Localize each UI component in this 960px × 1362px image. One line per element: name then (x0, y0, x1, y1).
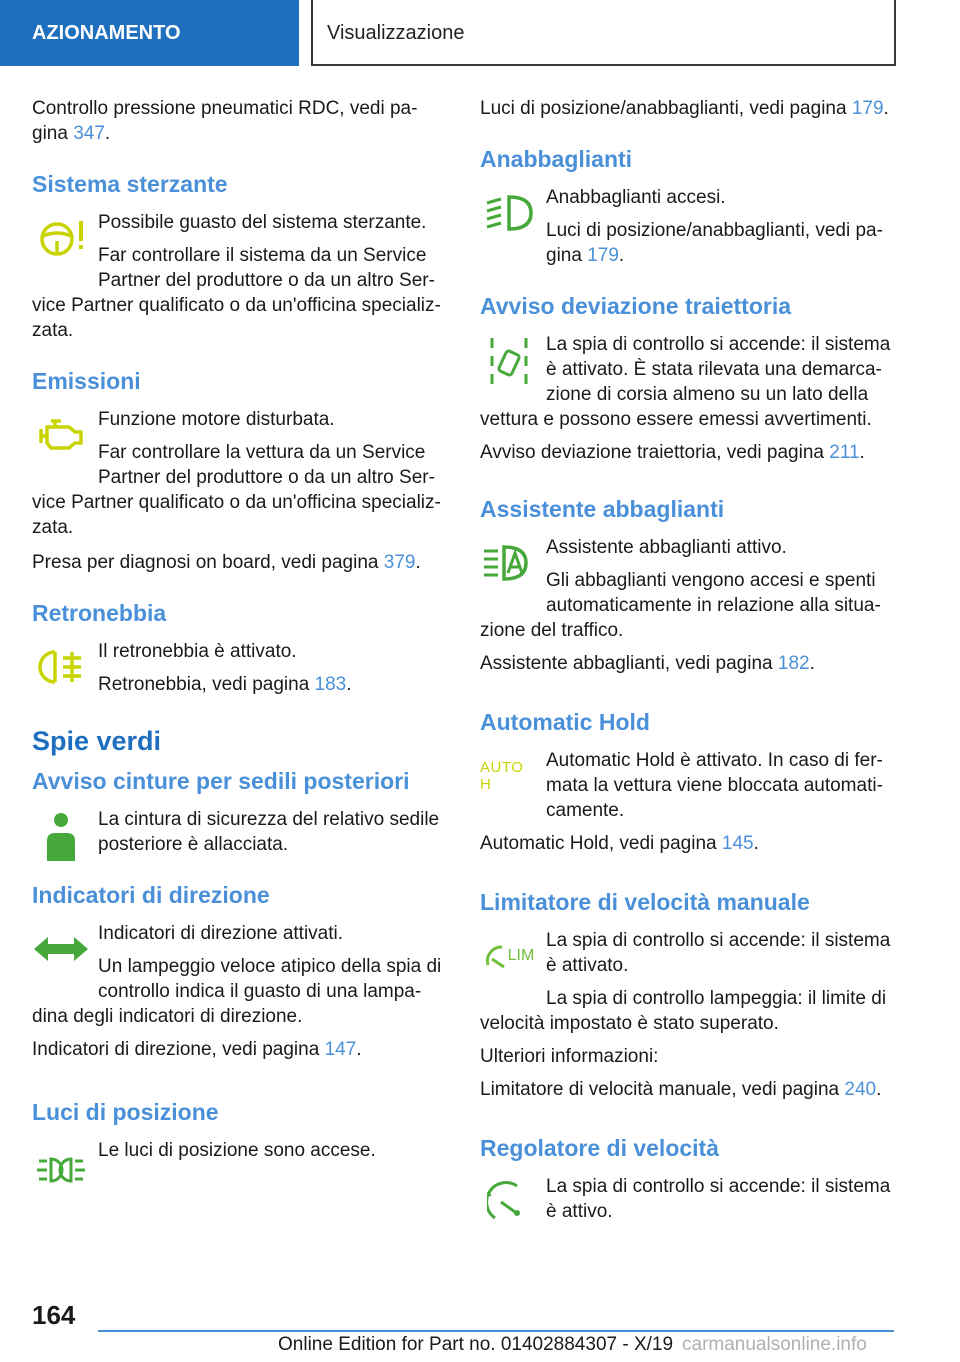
entry-cinture (32, 807, 444, 857)
right-column (480, 96, 892, 1232)
footer-divider (98, 1330, 894, 1332)
entry-emissioni (32, 407, 444, 540)
paragraph: Far controllare il sistema da un Service Partner del produttore o da un altro Ser- (98, 245, 435, 291)
section-heading: Avviso cinture per sedili posteriori (32, 768, 410, 794)
paragraph: Limitatore di velocità manuale, vedi pagina 240. (480, 1079, 882, 1100)
paragraph: Le luci di posizione sono accese. (98, 1140, 376, 1161)
steering-warning-icon (32, 216, 90, 260)
paragraph: Assistente abbaglianti, vedi pagina 182. (480, 653, 815, 674)
entry-posizione (32, 1138, 444, 1163)
paragraph: Far controllare la vettura da un Service Partner del produttore o da un altro Ser- (98, 442, 435, 488)
text: Assistente abbaglianti, vedi pagina (480, 653, 778, 674)
entry-assistente (480, 535, 892, 643)
speed-limiter-icon (480, 934, 538, 978)
paragraph: Indicatori di direzione attivati. (98, 923, 344, 944)
paragraph: Presa per diagnosi on board, vedi pagina 379. (32, 552, 421, 573)
entry-sterzante (32, 210, 444, 343)
text: Automatic Hold, vedi pagina (480, 833, 722, 854)
paragraph: Retronebbia, vedi pagina 183. (98, 674, 352, 695)
entry-direzione (32, 921, 444, 1029)
section-heading: Automatic Hold (480, 709, 650, 735)
entry-limitatore (480, 928, 892, 1036)
section-heading: Emissioni (32, 368, 141, 394)
paragraph: Ulteriori informazioni: (480, 1046, 659, 1067)
paragraph: Funzione motore disturbata. (98, 409, 335, 430)
page-link[interactable]: 240 (844, 1079, 877, 1100)
entry-traiettoria (480, 332, 892, 432)
engine-icon (32, 413, 90, 457)
paragraph: vice Partner qualificato o da un'officina specializ-zata. (32, 295, 441, 341)
cruise-control-icon (480, 1180, 538, 1224)
paragraph: Avviso deviazione traiettoria, vedi pagina 211. (480, 442, 865, 463)
high-beam-assistant-icon (480, 541, 538, 585)
page-link[interactable]: 183 (314, 674, 347, 695)
paragraph: La spia di controllo si accende: il sistema è attivato. (546, 930, 891, 976)
entry-retronebbia (32, 639, 444, 697)
page-link[interactable]: 147 (324, 1039, 357, 1060)
turn-signal-icon (32, 927, 90, 971)
paragraph: zione del traffico. (480, 620, 624, 641)
seatbelt-passenger-icon (32, 811, 90, 863)
rear-fog-light-icon (32, 645, 90, 689)
paragraph: Un lampeggio veloce atipico della spia di controllo indica il guasto di una lampa- (98, 956, 442, 1002)
text: Controllo pressione pneumatici RDC, vedi pa-gina (32, 98, 418, 144)
main-heading: Spie verdi (32, 726, 162, 756)
text: Indicatori di direzione, vedi pagina (32, 1039, 325, 1060)
paragraph: Anabbaglianti accesi. (546, 187, 726, 208)
section-heading: Assistente abbaglianti (480, 496, 725, 522)
entry-anabbaglianti (480, 185, 892, 268)
section-heading: Anabbaglianti (480, 146, 633, 172)
paragraph: Luci di posizione/anabbaglianti, vedi pa-gina 179. (546, 220, 883, 266)
paragraph: Automatic Hold è attivato. In caso di fer-mata la vettura viene bloccata automati-camente. (546, 750, 883, 821)
text: Presa per diagnosi on board, vedi pagina (32, 552, 384, 573)
paragraph: La cintura di sicurezza del relativo sedile posteriore è allacciata. (98, 809, 440, 855)
section-heading: Regolatore di velocità (480, 1135, 720, 1161)
page-link[interactable]: 211 (829, 442, 860, 463)
page-link[interactable]: 145 (721, 833, 754, 854)
paragraph: La spia di controllo si accende: il sistema è attivato. È stata rilevata una demarca-zione di corsia almeno su un lato della (546, 334, 891, 405)
page-link[interactable]: 347 (73, 123, 105, 144)
paragraph: Assistente abbaglianti attivo. (546, 537, 787, 558)
paragraph: Possibile guasto del sistema sterzante. (98, 212, 427, 233)
page-number: 164 (32, 1300, 76, 1330)
section-heading: Retronebbia (32, 600, 167, 626)
low-beam-icon (480, 191, 538, 235)
paragraph: Il retronebbia è attivato. (98, 641, 297, 662)
left-column (32, 96, 444, 1171)
position-lights-icon (32, 1148, 90, 1192)
section-heading: Limitatore di velocità manuale (480, 889, 810, 915)
lane-departure-icon (480, 334, 538, 390)
page-header (0, 0, 960, 66)
paragraph: vice Partner qualificato o da un'officina specializ-zata. (32, 492, 441, 538)
auto-hold-icon-label: AUTO H (480, 759, 524, 793)
paragraph: La spia di controllo si accende: il sistema è attivo. (546, 1176, 891, 1222)
page-link[interactable]: 182 (777, 653, 810, 674)
section-heading: Luci di posizione (32, 1099, 219, 1125)
edition-text: Online Edition for Part no. 01402884307 - X/19 (278, 1334, 674, 1355)
paragraph: Luci di posizione/anabbaglianti, vedi pagina 179. (480, 98, 889, 119)
entry-regolatore (480, 1174, 892, 1224)
text: Limitatore di velocità manuale, vedi pagina (480, 1079, 845, 1100)
auto-hold-icon (480, 754, 538, 798)
section-heading: Sistema sterzante (32, 171, 228, 197)
paragraph: velocità impostato è stato superato. (480, 1013, 779, 1034)
page-link[interactable]: 179 (587, 245, 619, 266)
paragraph: Controllo pressione pneumatici RDC, vedi pa-gina 347. (32, 98, 418, 144)
section-heading: Avviso deviazione traiettoria (480, 293, 792, 319)
page-link[interactable]: 179 (851, 98, 884, 119)
text: Avviso deviazione traiettoria, vedi pagina (480, 442, 830, 463)
watermark: carmanualsonline.info (682, 1334, 867, 1355)
section-heading: Indicatori di direzione (32, 882, 270, 908)
paragraph: Indicatori di direzione, vedi pagina 147. (32, 1039, 362, 1060)
text: Luci di posizione/anabbaglianti, vedi pa-gina (546, 220, 883, 266)
paragraph: Gli abbaglianti vengono accesi e spenti automaticamente in relazione alla situa- (546, 570, 881, 616)
speed-limiter-icon-label: LIM (507, 947, 535, 964)
paragraph: vettura e possono essere emessi avvertimenti. (480, 409, 872, 430)
section-tab[interactable]: AZIONAMENTO (0, 0, 299, 66)
text: Luci di posizione/anabbaglianti, vedi pagina (480, 98, 852, 119)
paragraph: dina degli indicatori di direzione. (32, 1006, 303, 1027)
page-link[interactable]: 379 (383, 552, 416, 573)
chapter-title: Visualizzazione (311, 0, 896, 66)
text: Retronebbia, vedi pagina (98, 674, 315, 695)
paragraph: Automatic Hold, vedi pagina 145. (480, 833, 759, 854)
entry-autohold (480, 748, 892, 823)
paragraph: La spia di controllo lampeggia: il limite di (546, 988, 887, 1009)
